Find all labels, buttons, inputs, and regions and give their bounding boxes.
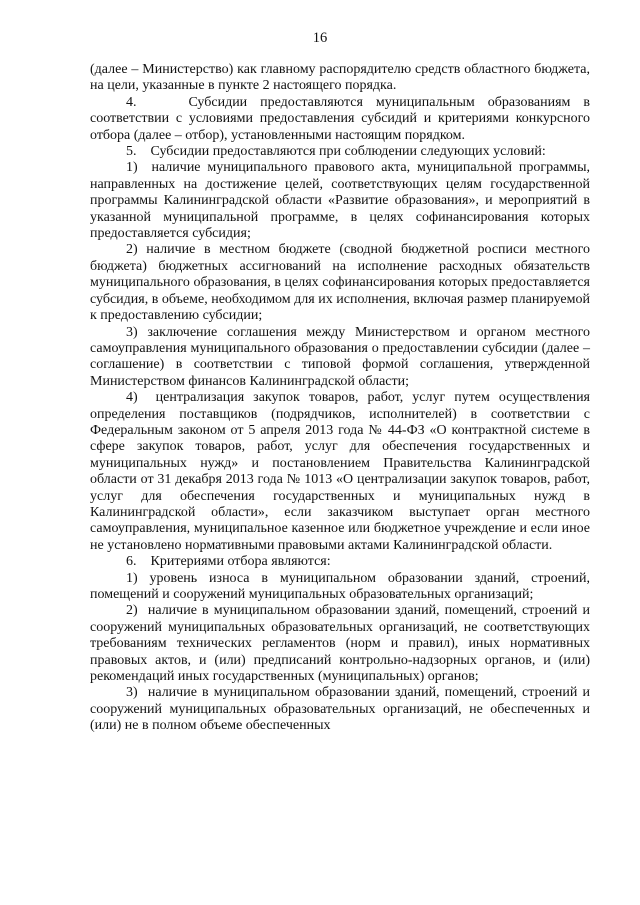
paragraph-item-5: 5. Субсидии предоставляются при соблюдении следующих условий: — [126, 144, 546, 160]
paragraph-condition-2: 2) наличие в местном бюджете (сводной бюджетной росписи местного бюджета) бюджетных ассигнований на исполнение расходных обязательств муниципального образования, в целях софинансирования которых предоставляется субсидия, в объеме, необходимом для их исполнения, включая размер планируемой к предоставлению субсидии; — [90, 242, 590, 324]
paragraph-condition-3: 3) заключение соглашения между Министерством и органом местного самоуправления муниципального образования о предоставлении субсидии (далее – соглашение) в соответствии с типовой формой соглашения, утвержденной Министерством финансов Калининградской области; — [90, 324, 590, 389]
paragraph-criterion-3: 3) наличие в муниципальном образовании зданий, помещений, строений и сооружений муниципальных образовательных организаций, не обеспеченных и (или) не в полном объеме обеспеченных — [90, 685, 590, 734]
document-body — [90, 62, 590, 735]
paragraph-continuation: (далее – Министерство) как главному распорядителю средств областного бюджета, на цели, указанные в пункте 2 настоящего порядка. — [90, 62, 590, 94]
paragraph-condition-4: 4) централизация закупок товаров, работ, услуг путем осуществления определения поставщиков (подрядчиков, исполнителей) в соответствии с Федеральным законом от 5 апреля 2013 года № 44-ФЗ «О контрактной системе в сфере закупок товаров, работ, услуг для обеспечения государственных и муниципальных нужд» и постановлением Правительства Калининградской области от 31 декабря 2013 года № 1013 «О централизации закупок товаров, работ, услуг для обеспечения государственных и муниципальных нужд в Калининградской области», если заказчиком выступает орган местного самоуправления, муниципальное казенное или бюджетное учреждение и если иное не установлено нормативными правовыми актами Калининградской области. — [90, 390, 590, 553]
paragraph-criterion-2: 2) наличие в муниципальном образовании зданий, помещений, строений и сооружений муниципальных образовательных организаций, не соответствующих требованиям технических регламентов (норм и правил), иных нормативных правовых актов, и (или) предписаний контрольно-надзорных органов, и (или) рекомендаций иных государственных (муниципальных) органов; — [90, 603, 590, 685]
page-number: 16 — [312, 30, 328, 46]
paragraph-item-4: 4. Субсидии предоставляются муниципальным образованиям в соответствии с условиями предоставления субсидий и критериями конкурсного отбора (далее – отбор), установленными настоящим порядком. — [90, 94, 590, 143]
paragraph-criterion-1: 1) уровень износа в муниципальном образовании зданий, строений, помещений и сооружений муниципальных образовательных организаций; — [90, 570, 590, 602]
paragraph-item-6: 6. Критериями отбора являются: — [126, 554, 331, 570]
paragraph-condition-1: 1) наличие муниципального правового акта, муниципальной программы, направленных на достижение целей, соответствующих целям государственной программы Калининградской области «Развитие образования», и мероприятий в указанной муниципальной программе, в целях софинансирования которых предоставляется субсидия; — [90, 160, 590, 242]
